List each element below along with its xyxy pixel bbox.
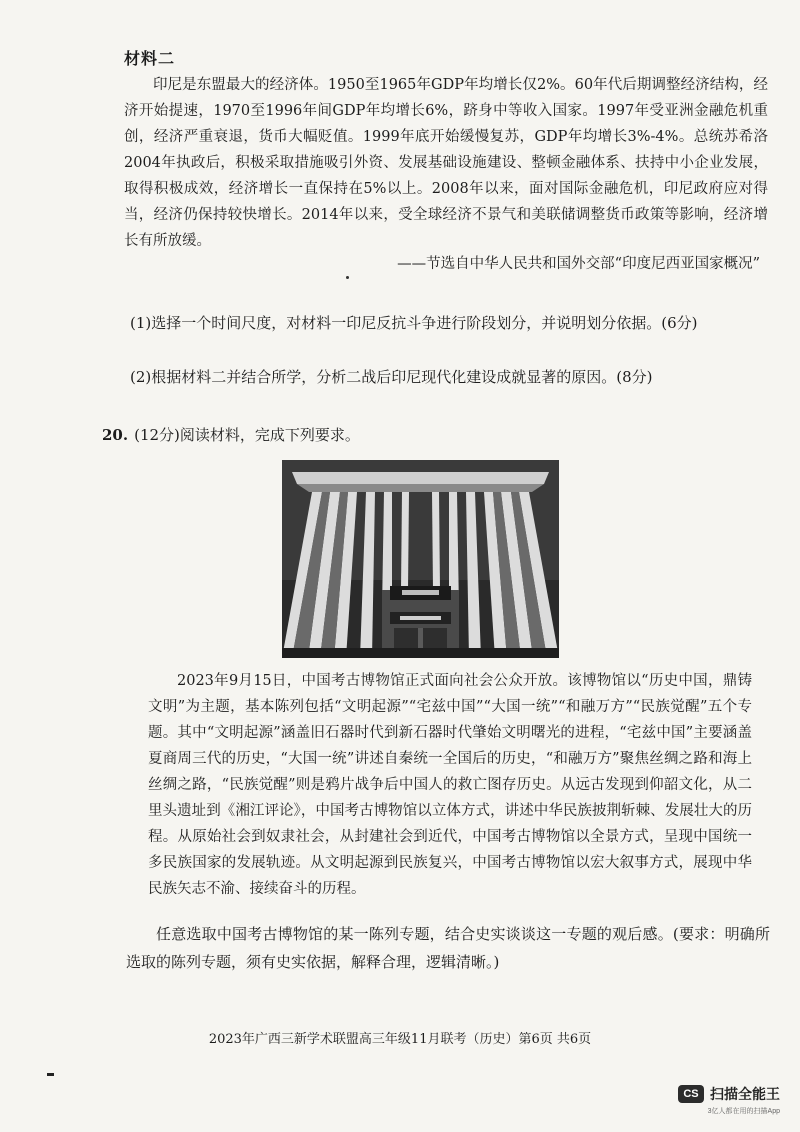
museum-building-image — [282, 460, 559, 658]
ink-dot — [346, 276, 349, 279]
question-20-material: 2023年9月15日，中国考古博物馆正式面向社会公众开放。该博物馆以“历史中国，鼎铸文明”为主题，基本陈列包括“文明起源”“宅兹中国”“大国一统”“和融万方”“民族觉醒”五个专题。其中“文明起源”涵盖旧石器时代到新石器时代肇始文明曙光的进程，“宅兹中国”主要涵盖夏商周三代的历史，“大国一统”讲述自秦统一全国后的历史，“和融万方”聚焦丝绸之路和海上丝绸之路，“民族觉醒”则是鸦片战争后中国人的救亡图存历史。从远古发现到仰韶文化，从二里头遗址到《湘江评论》，中国考古博物馆以立体方式，讲述中华民族披荆斩棘、发展壮大的历程。从原始社会到奴隶社会，从封建社会到近代，中国考古博物馆以全景方式，呈现中国统一多民族国家的发展轨迹。从文明起源到民族复兴，中国考古博物馆以宏大叙事方式，展现中华民族矢志不渝、接续奋斗的历程。 — [148, 673, 752, 897]
question-19-2: (2)根据材料二并结合所学，分析二战后印尼现代化建设成就显著的原因。(8分) — [130, 368, 653, 386]
material2-body: 印尼是东盟最大的经济体。1950至1965年GDP年均增长仅2%。60年代后期调整经济结构，经济开始提速，1970至1996年间GDP年均增长6%，跻身中等收入国家。1997年受亚洲金融危机重创，经济严重衰退，货币大幅贬值。1999年底开始缓慢复苏，GDP年均增长3%-4%。总统苏希洛2004年执政后，积极采取措施吸引外资、发展基础设施建设、整顿金融体系、扶持中小企业发展，取得积极成效，经济增长一直保持在5%以上。2008年以来，面对国际金融危机，印尼政府应对得当，经济仍保持较快增长。2014年以来，受全球经济不景气和美联储调整货币政策等影响，经济增长有所放缓。 — [124, 77, 768, 249]
question-19-1: (1)选择一个时间尺度，对材料一印尼反抗斗争进行阶段划分，并说明划分依据。(6分) — [130, 314, 698, 332]
camscanner-logo-icon: CS — [678, 1085, 704, 1103]
camscanner-name: 扫描全能王 — [710, 1086, 780, 1102]
scan-mark — [47, 1073, 54, 1076]
camscanner-watermark — [678, 1084, 780, 1116]
question-20-task: 任意选取中国考古博物馆的某一陈列专题，结合史实谈谈这一专题的观后感。(要求：明确所选取的陈列专题，须有史实依据，解释合理，逻辑清晰。) — [126, 925, 770, 971]
page-footer: 2023年广西三新学术联盟高三年级11月联考（历史）第6页 共6页 — [208, 1032, 592, 1047]
museum-photo — [282, 460, 559, 658]
question-20-prompt: (12分)阅读材料，完成下列要求。 — [134, 426, 360, 444]
camscanner-slogan: 3亿人都在用的扫描App — [707, 1108, 780, 1115]
question-20-number: 20. — [102, 426, 129, 444]
question-20-header — [102, 424, 360, 445]
material2-source: ——节选自中华人民共和国外交部“印度尼西亚国家概况” — [397, 256, 760, 272]
material2-heading: 材料二 — [124, 49, 176, 68]
